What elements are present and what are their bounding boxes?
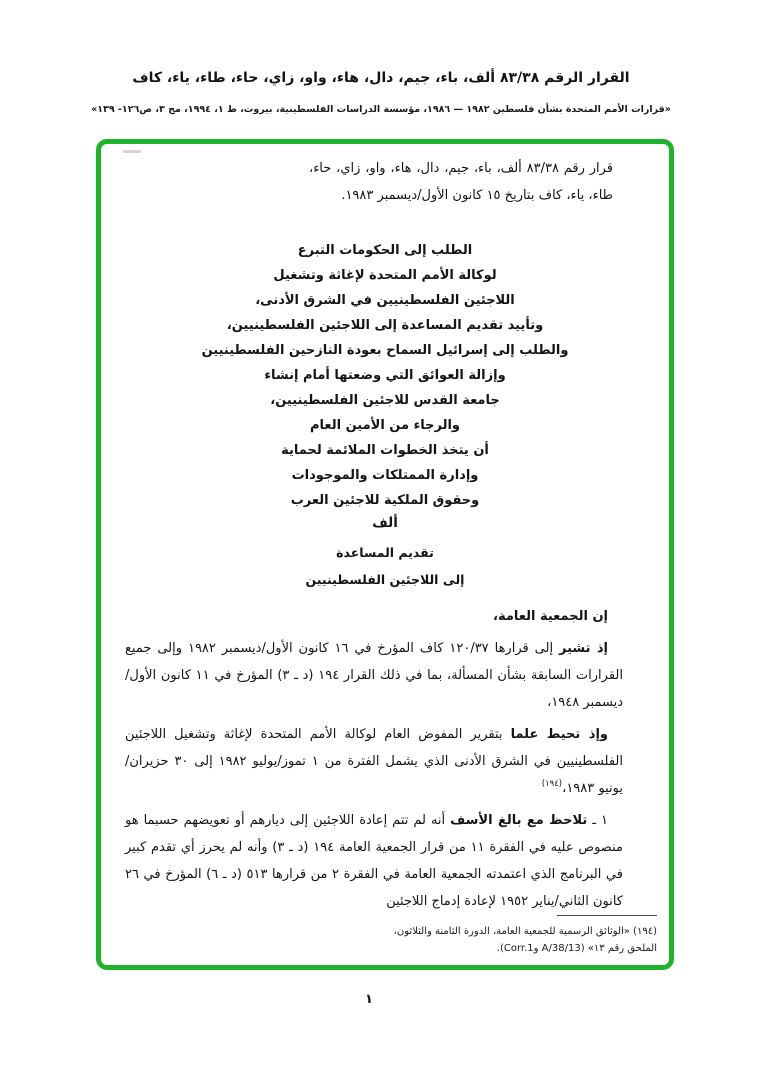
preamble-line: والطلب إلى إسرائيل السماح بعودة النازحين الفلسطينيين — [201, 343, 569, 358]
footnote-text: (١٩٤) «الوثائق الرسمية للجمعية العامة، الدورة الثامنة والثلاثون، الملحق رقم ١٣» (A/38/13 وCorr.1). — [393, 926, 657, 954]
preamble-line: وتأييد تقديم المساعدة إلى اللاجئين الفلسطينيين، — [226, 318, 544, 333]
operative-lead: تلاحظ مع بالغ الأسف — [450, 813, 588, 828]
preamble-line: أن يتخذ الخطوات الملائمة لحماية — [281, 443, 489, 458]
recalling-paragraph — [125, 635, 623, 716]
resolution-intro: قرار رقم ٨٣/٣٨ ألف، باء، جيم، دال، هاء، واو، زاي، حاء، طاء، ياء، كاف بتاريخ ١٥ كانون الأول/ديسمبر ١٩٨٣. — [309, 161, 614, 203]
preamble-line: وإدارة الممتلكات والموجودات — [291, 468, 479, 483]
operative-text: أنه لم تتم إعادة اللاجئين إلى ديارهم أو تعويضهم حسبما هو منصوص عليه في الفقرة ١١ من قرار الجمعية العامة ١٩٤ (د ـ ٣) وأنه لم يحرز أي تقدم كبير في البرنامج الذي اعتمدته الجمعية العامة في الفقرة ٢ من قرارها ٥١٣ (د ـ ٦) المؤرخ في ٢٦ كانون الثاني/يناير ١٩٥٢ لإعادة إدماج اللاجئين — [125, 813, 623, 909]
source-citation: «قرارات الأمم المتحدة بشأن فلسطين ١٩٨٢ — ١٩٨٦، مؤسسة الدراسات الفلسطينية، بيروت، ط ١، ١٩٩٤، مج ٣، ص١٢٦- ١٣٩» — [91, 104, 671, 115]
section-letter: ألف — [372, 515, 398, 531]
preamble-line: وإزالة العوائق التي وضعتها أمام إنشاء — [264, 368, 506, 383]
footnote-separator — [557, 915, 657, 916]
page-number: ١ — [365, 992, 373, 1007]
section-subtitle: إلى اللاجئين الفلسطينيين — [305, 572, 465, 587]
preamble-line: اللاجئين الفلسطينيين في الشرق الأدنى، — [255, 293, 515, 308]
preamble-line: الطلب إلى الحكومات التبرع — [297, 243, 473, 258]
taking-note-text: بتقرير المفوض العام لوكالة الأمم المتحدة لإغاثة وتشغيل اللاجئين الفلسطينيين في الشرق الأدنى الذي يشمل الفترة من ١ تموز/يوليو ١٩٨٢ إلى ٣٠ حزيران/يونيو ١٩٨٣، — [125, 727, 624, 796]
paragraph-number: ١ ـ — [587, 813, 608, 828]
preamble-line: لوكالة الأمم المتحدة لإغاثة وتشغيل — [273, 268, 497, 283]
document-title: القرار الرقم ٨٣/٣٨ ألف، باء، جيم، دال، هاء، واو، زاي، حاء، طاء، ياء، كاف — [132, 70, 630, 86]
recalling-lead: إذ تشير — [559, 641, 608, 656]
section-subtitle: تقديم المساعدة — [336, 545, 434, 560]
opening-clause: إن الجمعية العامة، — [493, 609, 608, 624]
recalling-text: إلى قرارها ١٢٠/٣٧ كاف المؤرخ في ١٦ كانون الأول/ديسمبر ١٩٨٢ وإلى جميع القرارات السابقة بشأن المسألة، بما في ذلك القرار ١٩٤ (د ـ ٣) المؤرخ في ١١ كانون الأول/ديسمبر ١٩٤٨، — [125, 641, 623, 710]
resolution-body — [125, 603, 623, 915]
preamble-line: والرجاء من الأمين العام — [309, 418, 460, 433]
footnote-reference: (١٩٤) — [541, 779, 563, 789]
preamble-line: جامعة القدس للاجئين الفلسطينيين، — [270, 393, 500, 408]
scan-artifact — [123, 150, 141, 153]
green-highlight-frame — [96, 139, 674, 970]
preamble-line: وحقوق الملكية للاجئين العرب — [290, 493, 480, 508]
preamble-block — [111, 238, 659, 513]
taking-note-lead: وإذ تحيط علما — [510, 727, 608, 742]
operative-paragraph-1 — [125, 807, 623, 915]
taking-note-paragraph — [125, 721, 623, 802]
